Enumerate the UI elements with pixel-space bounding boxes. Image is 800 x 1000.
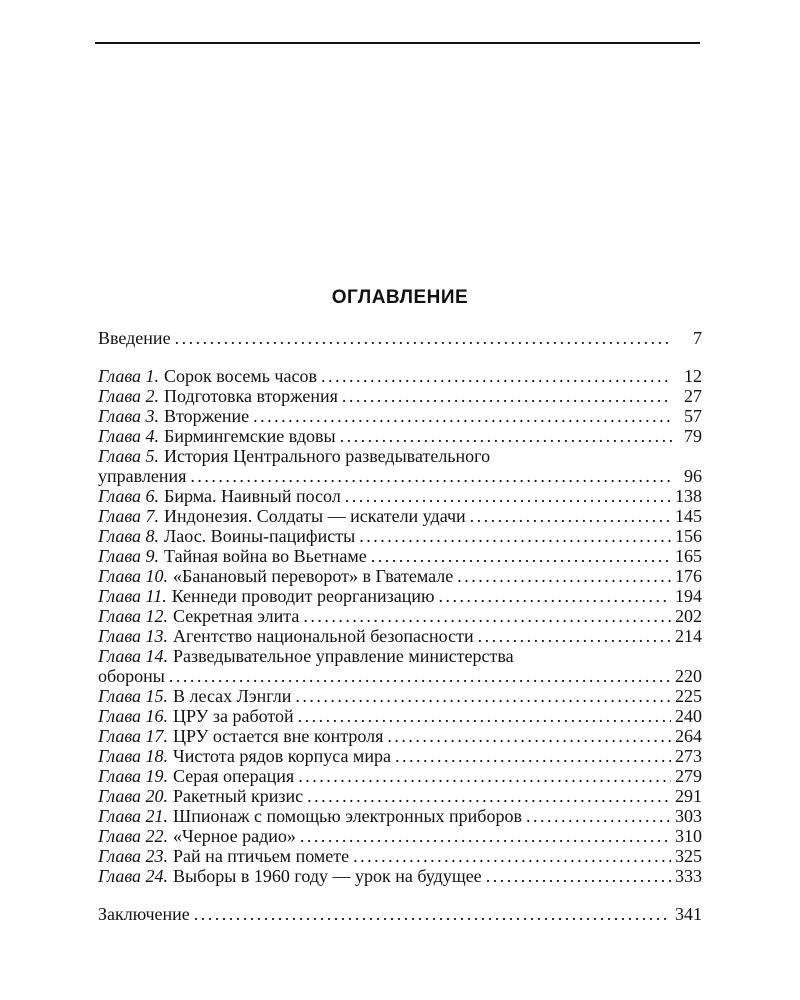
chapter-title: «Банановый переворот» в Гватемале bbox=[173, 566, 454, 586]
toc-page-number: 291 bbox=[675, 786, 702, 806]
chapter-prefix: Глава 1. bbox=[98, 366, 160, 386]
toc-entry-chapter-3[interactable] bbox=[98, 406, 702, 426]
chapter-title: ЦРУ остается вне контроля bbox=[173, 726, 384, 746]
chapter-prefix: Глава 11. bbox=[98, 586, 167, 606]
dot-leader bbox=[303, 606, 671, 626]
toc-entry-label bbox=[98, 826, 296, 846]
toc-entry-chapter-10[interactable] bbox=[98, 566, 702, 586]
toc-entry-chapter-5[interactable] bbox=[98, 446, 702, 466]
chapter-title: Бирмингемские вдовы bbox=[164, 426, 336, 446]
dot-leader bbox=[300, 826, 671, 846]
chapter-prefix: Глава 4. bbox=[98, 426, 160, 446]
toc-entry-label bbox=[98, 406, 249, 426]
chapter-prefix: Глава 18. bbox=[98, 746, 169, 766]
chapter-list bbox=[98, 366, 702, 886]
toc-page-number: 225 bbox=[675, 686, 702, 706]
chapter-prefix: Глава 6. bbox=[98, 486, 160, 506]
dot-leader bbox=[345, 486, 671, 506]
toc-entry-label bbox=[98, 386, 338, 406]
toc-page-number: 220 bbox=[675, 666, 702, 686]
dot-leader bbox=[298, 706, 671, 726]
chapter-title: Серая операция bbox=[173, 766, 295, 786]
toc-entry-chapter-21[interactable] bbox=[98, 806, 702, 826]
chapter-title: Индонезия. Солдаты — искатели удачи bbox=[164, 506, 466, 526]
toc-entry-label bbox=[98, 686, 291, 706]
chapter-prefix: Глава 12. bbox=[98, 606, 169, 626]
chapter-prefix: Глава 16. bbox=[98, 706, 169, 726]
dot-leader bbox=[371, 546, 671, 566]
toc-entry-label bbox=[98, 766, 294, 786]
toc-page-number: 27 bbox=[684, 386, 702, 406]
toc-entry-chapter-4[interactable] bbox=[98, 426, 702, 446]
dot-leader bbox=[321, 366, 672, 386]
chapter-prefix: Глава 24. bbox=[98, 866, 169, 886]
chapter-prefix: Глава 21. bbox=[98, 806, 169, 826]
toc-page-number: 176 bbox=[675, 566, 702, 586]
chapter-title-continued: управления bbox=[98, 466, 187, 486]
dot-leader bbox=[478, 626, 671, 646]
chapter-prefix: Глава 5. bbox=[98, 446, 160, 466]
chapter-title: Тайная война во Вьетнаме bbox=[164, 546, 367, 566]
dot-leader bbox=[175, 328, 672, 348]
toc-entry-chapter-7[interactable] bbox=[98, 506, 702, 526]
toc-page-number: 214 bbox=[675, 626, 702, 646]
toc-entry-label bbox=[98, 586, 434, 606]
chapter-title: Разведывательное управление министерства bbox=[173, 646, 514, 666]
toc-entry-label bbox=[98, 506, 466, 526]
chapter-prefix: Глава 22. bbox=[98, 826, 169, 846]
chapter-prefix: Глава 7. bbox=[98, 506, 160, 526]
toc-page-number: 325 bbox=[675, 846, 702, 866]
dot-leader bbox=[457, 566, 671, 586]
toc-entry-label bbox=[98, 606, 299, 626]
toc-page-number: 279 bbox=[675, 766, 702, 786]
dot-leader bbox=[342, 386, 672, 406]
toc-entry-label bbox=[98, 786, 303, 806]
chapter-title: Шпионаж с помощью электронных приборов bbox=[173, 806, 522, 826]
toc-entry-label bbox=[98, 746, 391, 766]
toc-page-number: 273 bbox=[675, 746, 702, 766]
toc-entry-chapter-15[interactable] bbox=[98, 686, 702, 706]
chapter-prefix: Глава 17. bbox=[98, 726, 169, 746]
toc-entry-label bbox=[98, 806, 522, 826]
dot-leader bbox=[395, 746, 671, 766]
toc-entry-label bbox=[98, 366, 317, 386]
toc-entry-chapter-8[interactable] bbox=[98, 526, 702, 546]
toc-entry-intro[interactable] bbox=[98, 328, 702, 348]
toc-entry-chapter-9[interactable] bbox=[98, 546, 702, 566]
dot-leader bbox=[526, 806, 671, 826]
toc-page-number: 333 bbox=[675, 866, 702, 886]
toc-entry-chapter-11[interactable] bbox=[98, 586, 702, 606]
dot-leader bbox=[359, 526, 671, 546]
chapter-title: Агентство национальной безопасности bbox=[173, 626, 474, 646]
chapter-title: Бирма. Наивный посол bbox=[164, 486, 341, 506]
toc-entry-chapter-1[interactable] bbox=[98, 366, 702, 386]
chapter-title: «Черное радио» bbox=[173, 826, 296, 846]
toc-page-number: 194 bbox=[675, 586, 702, 606]
dot-leader bbox=[194, 904, 671, 924]
chapter-prefix: Глава 8. bbox=[98, 526, 160, 546]
toc-page-number: 202 bbox=[675, 606, 702, 626]
toc-entry-label bbox=[98, 526, 355, 546]
toc-entry-label bbox=[98, 706, 294, 726]
dot-leader bbox=[353, 846, 671, 866]
toc-page-number: 341 bbox=[675, 904, 702, 924]
toc-entry-chapter-5-continued[interactable] bbox=[98, 466, 702, 486]
toc-entry-chapter-22[interactable] bbox=[98, 826, 702, 846]
toc-entry-label bbox=[98, 726, 383, 746]
page-title: ОГЛАВЛЕНИЕ bbox=[331, 287, 469, 308]
toc-entry-chapter-6[interactable] bbox=[98, 486, 702, 506]
chapter-prefix: Глава 15. bbox=[98, 686, 169, 706]
toc-page-number: 240 bbox=[675, 706, 702, 726]
chapter-prefix: Глава 3. bbox=[98, 406, 160, 426]
dot-leader bbox=[190, 466, 672, 486]
dot-leader bbox=[470, 506, 671, 526]
chapter-title: Чистота рядов корпуса мира bbox=[173, 746, 391, 766]
toc-page-number: 96 bbox=[684, 466, 702, 486]
dot-leader bbox=[298, 766, 671, 786]
toc-page-number: 79 bbox=[684, 426, 702, 446]
toc-entry-label bbox=[98, 546, 367, 566]
toc-page-number: 138 bbox=[675, 486, 702, 506]
chapter-title: История Центрального разведывательного bbox=[164, 446, 491, 466]
toc-entry-chapter-19[interactable] bbox=[98, 766, 702, 786]
toc-entry-chapter-18[interactable] bbox=[98, 746, 702, 766]
toc-entry-chapter-13[interactable] bbox=[98, 626, 702, 646]
toc-page-number: 310 bbox=[675, 826, 702, 846]
chapter-prefix: Глава 20. bbox=[98, 786, 169, 806]
toc-entry-chapter-12[interactable] bbox=[98, 606, 702, 626]
chapter-title: Лаос. Воины-пацифисты bbox=[164, 526, 356, 546]
toc-page-number: 145 bbox=[675, 506, 702, 526]
chapter-prefix: Глава 19. bbox=[98, 766, 169, 786]
toc-entry-chapter-24[interactable] bbox=[98, 866, 702, 886]
toc-entry-chapter-14[interactable] bbox=[98, 646, 702, 666]
chapter-title: В лесах Лэнгли bbox=[173, 686, 292, 706]
toc-entry-chapter-17[interactable] bbox=[98, 726, 702, 746]
chapter-title: Подготовка вторжения bbox=[164, 386, 338, 406]
toc-entry-label: Введение bbox=[98, 328, 171, 348]
toc-entry-label bbox=[98, 866, 482, 886]
toc-entry-label bbox=[98, 846, 349, 866]
toc-entry-label bbox=[98, 626, 474, 646]
dot-leader bbox=[486, 866, 671, 886]
chapter-title: Секретная элита bbox=[173, 606, 300, 626]
chapter-title-continued: обороны bbox=[98, 666, 165, 686]
toc-page-number: 7 bbox=[693, 328, 702, 348]
chapter-title: ЦРУ за работой bbox=[173, 706, 294, 726]
dot-leader bbox=[169, 666, 671, 686]
chapter-prefix: Глава 9. bbox=[98, 546, 160, 566]
toc-page-number: 12 bbox=[684, 366, 702, 386]
dot-leader bbox=[387, 726, 671, 746]
toc-page-number: 156 bbox=[675, 526, 702, 546]
toc-entry-label bbox=[98, 426, 336, 446]
chapter-prefix: Глава 10. bbox=[98, 566, 169, 586]
toc-entry-chapter-2[interactable] bbox=[98, 386, 702, 406]
toc-entry-chapter-20[interactable] bbox=[98, 786, 702, 806]
top-rule bbox=[95, 42, 700, 44]
toc-entry-label bbox=[98, 486, 341, 506]
toc-page-number: 303 bbox=[675, 806, 702, 826]
chapter-prefix: Глава 13. bbox=[98, 626, 169, 646]
toc-entry-conclusion[interactable] bbox=[98, 904, 702, 924]
toc-page-number: 165 bbox=[675, 546, 702, 566]
dot-leader bbox=[295, 686, 671, 706]
chapter-title: Вторжение bbox=[164, 406, 250, 426]
chapter-title: Рай на птичьем помете bbox=[173, 846, 350, 866]
chapter-title: Кеннеди проводит реорганизацию bbox=[171, 586, 435, 606]
chapter-prefix: Глава 23. bbox=[98, 846, 169, 866]
chapter-title: Сорок восемь часов bbox=[164, 366, 317, 386]
toc-entry-chapter-23[interactable] bbox=[98, 846, 702, 866]
toc-entry-label bbox=[98, 566, 453, 586]
dot-leader bbox=[307, 786, 671, 806]
chapter-title: Ракетный кризис bbox=[173, 786, 304, 806]
toc-page-number: 57 bbox=[684, 406, 702, 426]
chapter-prefix: Глава 14. bbox=[98, 646, 169, 666]
toc-page-number: 264 bbox=[675, 726, 702, 746]
toc-entry-chapter-16[interactable] bbox=[98, 706, 702, 726]
dot-leader bbox=[253, 406, 672, 426]
chapter-title: Выборы в 1960 году — урок на будущее bbox=[173, 866, 482, 886]
dot-leader bbox=[438, 586, 671, 606]
dot-leader bbox=[340, 426, 672, 446]
chapter-prefix: Глава 2. bbox=[98, 386, 160, 406]
toc-entry-label: Заключение bbox=[98, 904, 190, 924]
table-of-contents bbox=[98, 328, 702, 924]
toc-entry-chapter-14-continued[interactable] bbox=[98, 666, 702, 686]
